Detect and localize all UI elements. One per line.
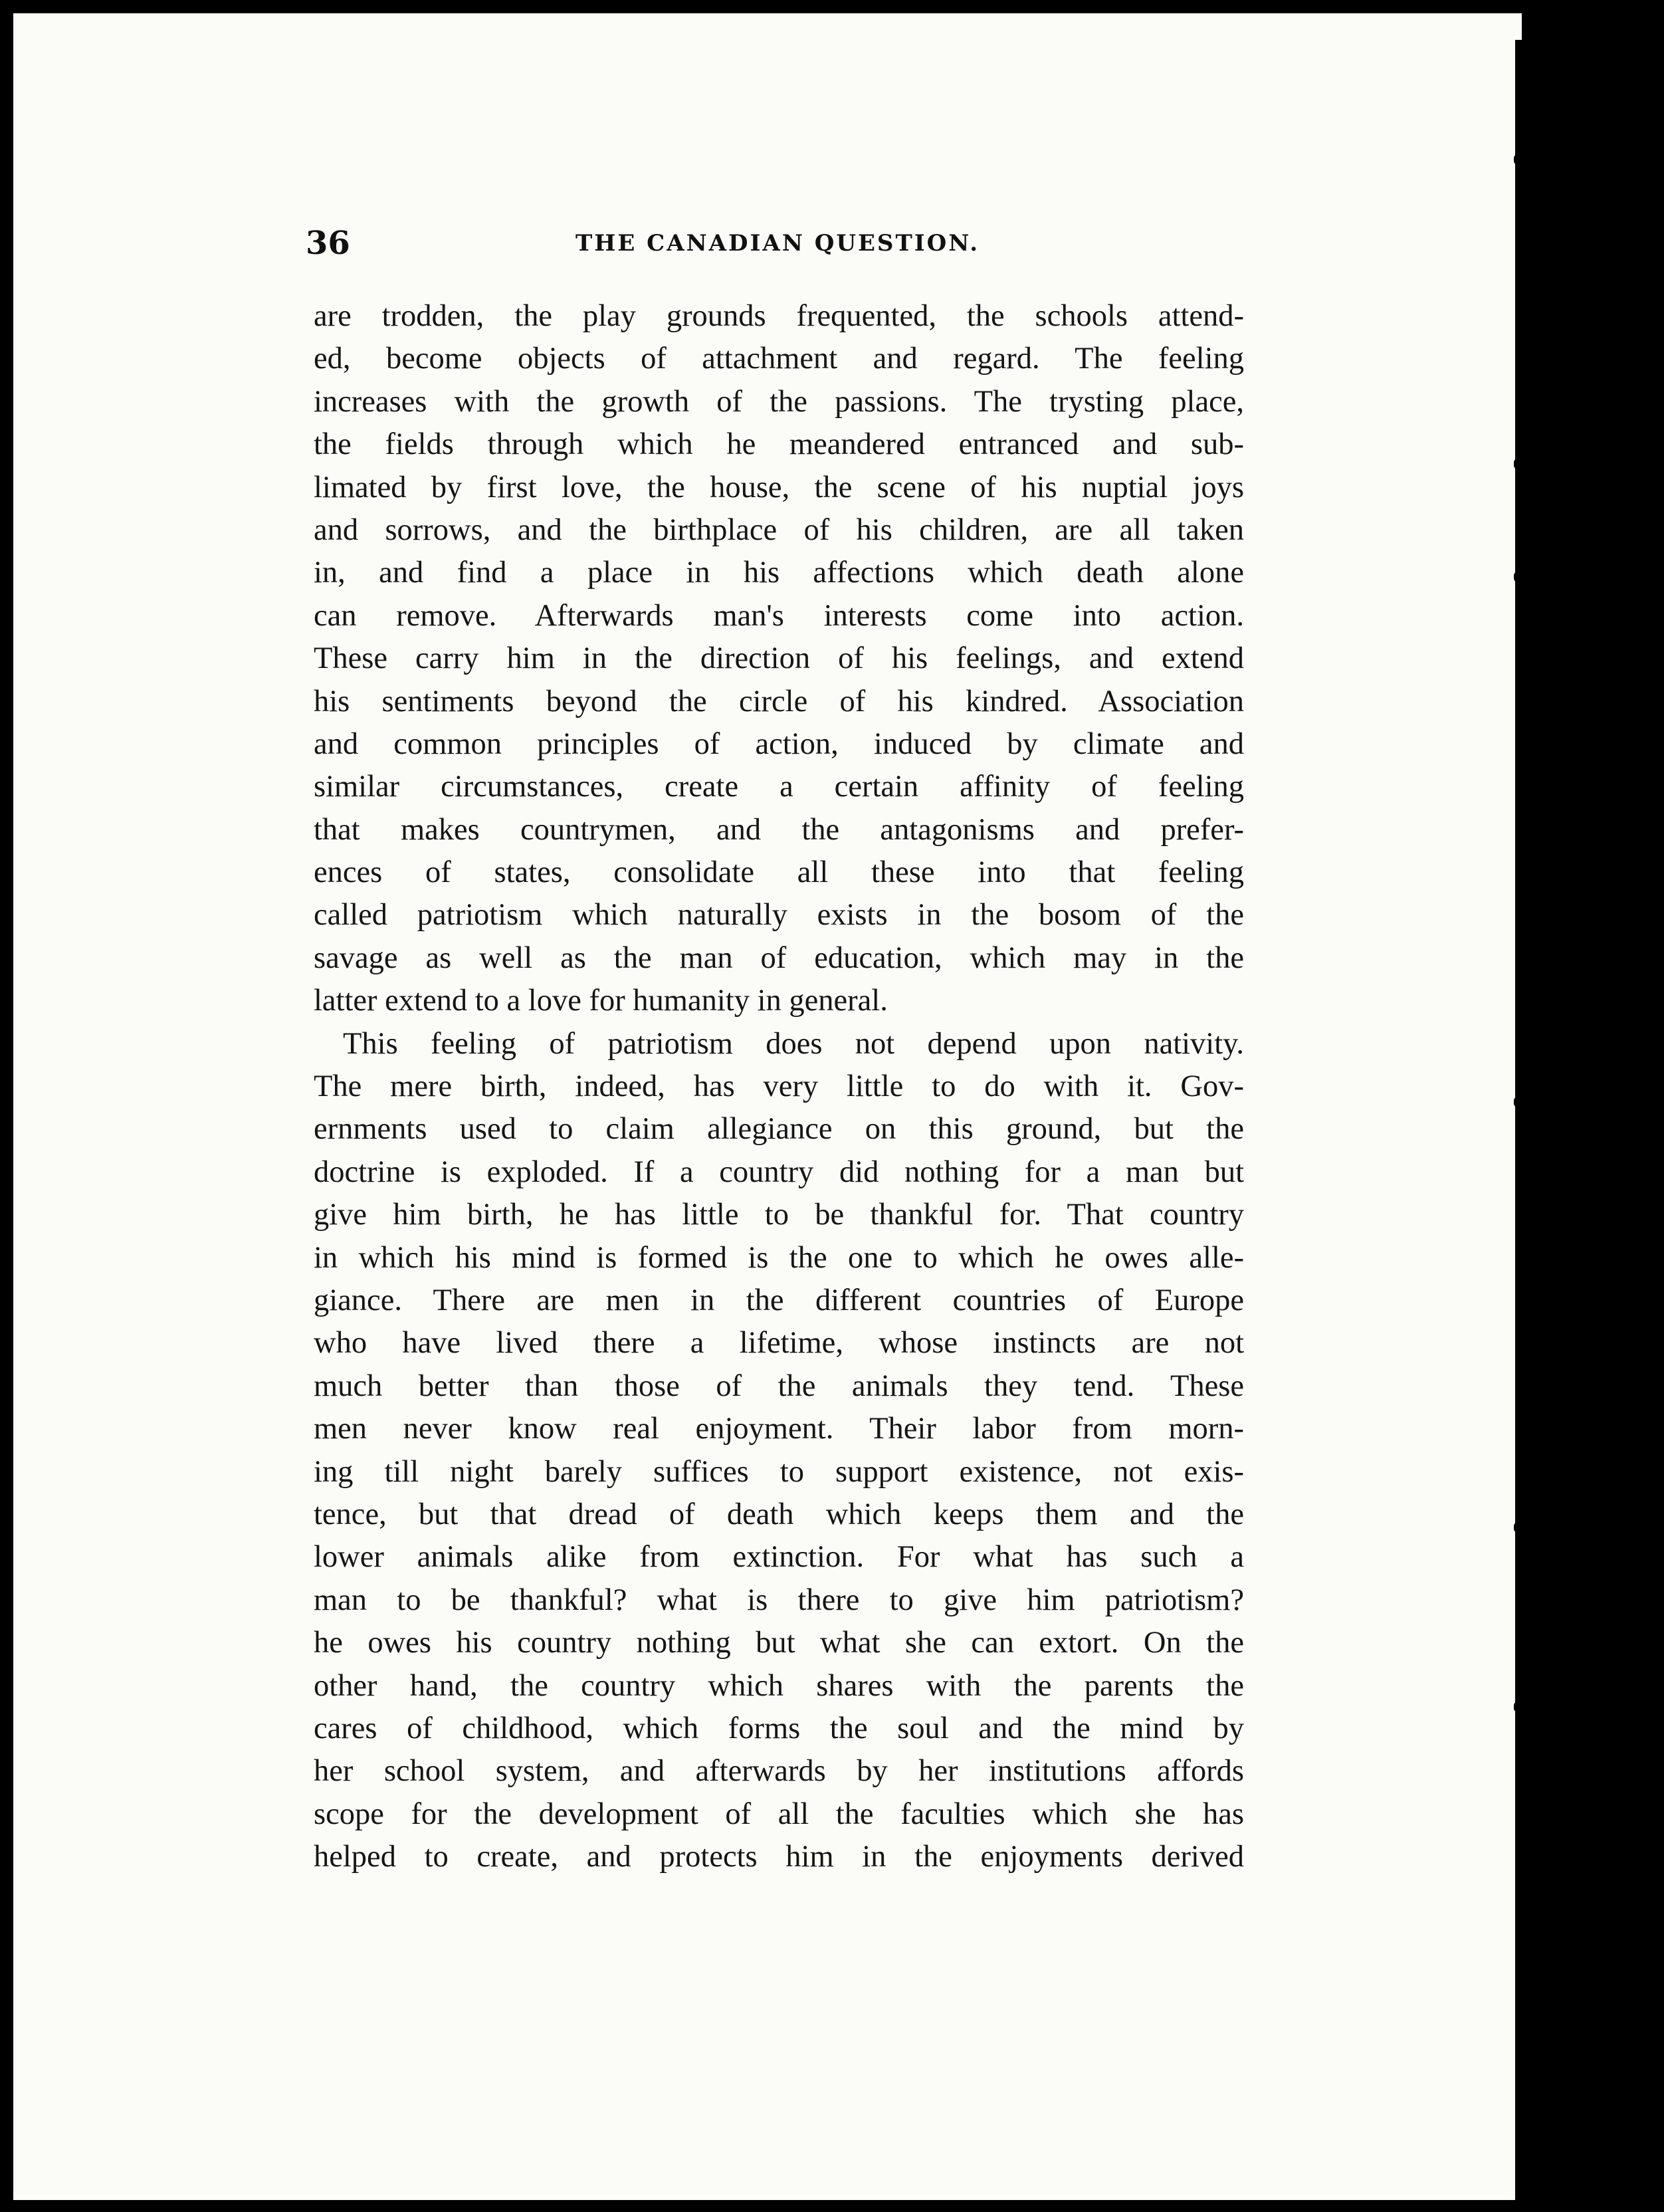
text-line: man to be thankful? what is there to give him patriotism? <box>314 1583 1244 1617</box>
text-line: giance. There are men in the different countries of Europe <box>314 1283 1244 1317</box>
text-line: increases with the growth of the passions. The trysting place, <box>314 384 1244 419</box>
binding-notch <box>1514 154 1531 165</box>
page-header <box>306 225 1249 271</box>
text-line: and sorrows, and the birthplace of his children, are all taken <box>314 512 1244 547</box>
text-line: doctrine is exploded. If a country did nothing for a man but <box>314 1155 1244 1189</box>
text-line: ences of states, consolidate all these into that feeling <box>314 855 1244 890</box>
text-line: ing till night barely suffices to support existence, not exis- <box>314 1454 1244 1489</box>
text-line: This feeling of patriotism does not depend upon nativity. <box>343 1026 1244 1061</box>
text-line: in which his mind is formed is the one to which he owes alle- <box>314 1240 1244 1275</box>
text-line: who have lived there a lifetime, whose instincts are not <box>314 1326 1244 1361</box>
text-line: ernments used to claim allegiance on this ground, but the <box>314 1112 1244 1147</box>
page-binding-edge <box>1515 40 1524 2207</box>
text-line: that makes countrymen, and the antagonisms and prefer- <box>314 812 1244 847</box>
running-head: THE CANADIAN QUESTION. <box>575 230 980 257</box>
text-line: give him birth, he has little to be thankful for. That country <box>314 1198 1244 1232</box>
text-line: helped to create, and protects him in the enjoyments derived <box>314 1840 1244 1874</box>
text-line: are trodden, the play grounds frequented, the schools attend- <box>314 299 1244 333</box>
binding-notch <box>1514 1522 1531 1533</box>
text-line: limated by first love, the house, the scene of his nuptial joys <box>314 470 1244 504</box>
text-line: in, and find a place in his affections which death alone <box>314 556 1244 590</box>
text-line: latter extend to a love for humanity in general. <box>314 984 888 1018</box>
text-line: savage as well as the man of education, which may in the <box>314 940 1244 975</box>
text-line: cares of childhood, which forms the soul and the mind by <box>314 1711 1244 1745</box>
text-line: tence, but that dread of death which keeps them and the <box>314 1497 1244 1531</box>
text-line: ed, become objects of attachment and regard. The feeling <box>314 342 1244 376</box>
text-line: similar circumstances, create a certain affinity of feeling <box>314 770 1244 804</box>
text-line: her school system, and afterwards by her institutions affords <box>314 1754 1244 1789</box>
text-line: men never know real enjoyment. Their labor from morn- <box>314 1412 1244 1446</box>
binding-notch <box>1514 572 1531 582</box>
body-text <box>314 295 1244 1878</box>
text-line: can remove. Afterwards man's interests come into action. <box>314 598 1244 633</box>
text-line: his sentiments beyond the circle of his kindred. Association <box>314 684 1244 719</box>
binding-notch <box>1514 1097 1531 1107</box>
text-line: the fields through which he meandered entranced and sub- <box>314 427 1244 462</box>
binding-notch <box>1514 1702 1531 1712</box>
text-line: lower animals alike from extinction. For what has such a <box>314 1540 1244 1575</box>
text-line: These carry him in the direction of his feelings, and extend <box>314 641 1244 676</box>
binding-notch <box>1514 459 1531 469</box>
text-line: much better than those of the animals they tend. These <box>314 1369 1244 1403</box>
book-page <box>13 13 1522 2200</box>
text-line: and common principles of action, induced by climate and <box>314 726 1244 761</box>
text-line: called patriotism which naturally exists in the bosom of the <box>314 898 1244 933</box>
text-line: The mere birth, indeed, has very little to do with it. Gov- <box>314 1069 1244 1104</box>
text-line: other hand, the country which shares with the parents the <box>314 1668 1244 1703</box>
page-number: 36 <box>306 225 350 262</box>
text-line: he owes his country nothing but what she can extort. On the <box>314 1626 1244 1660</box>
text-line: scope for the development of all the faculties which she has <box>314 1797 1244 1831</box>
